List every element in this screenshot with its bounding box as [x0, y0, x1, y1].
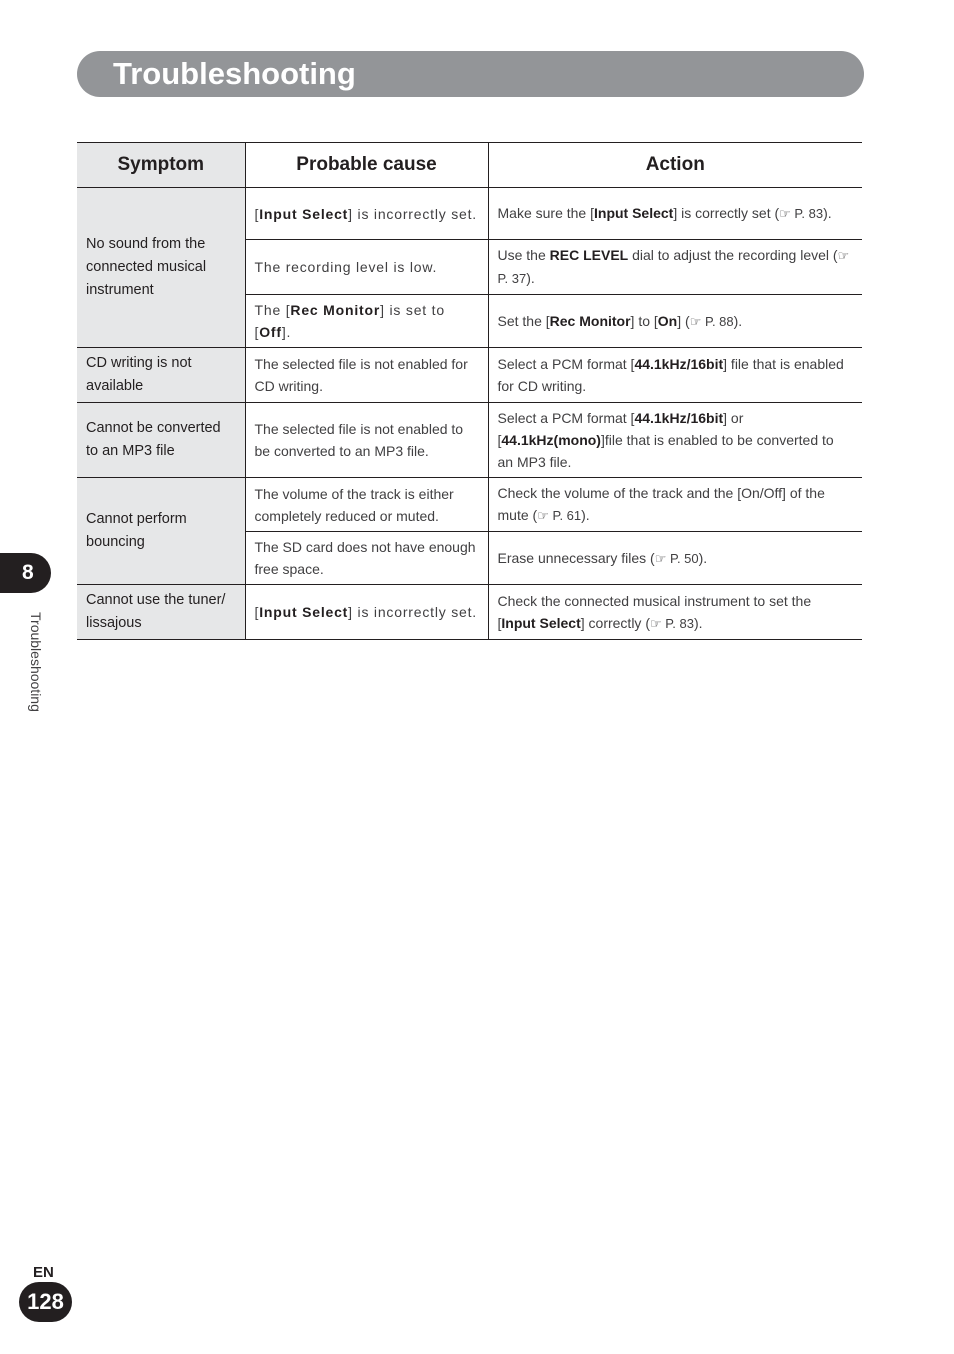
chapter-side-label: Troubleshooting — [28, 612, 44, 712]
cause-cell: The volume of the track is either completely reduced or muted. — [245, 478, 488, 532]
cause-cell: The selected file is not enabled for CD writing. — [245, 348, 488, 403]
table-header-row — [77, 143, 862, 188]
cause-cell: [Input Select] is incorrectly set. — [245, 188, 488, 240]
control-name: REC LEVEL — [549, 247, 629, 263]
action-cell: Select a PCM format [44.1kHz/16bit] or [44.1kHz(mono)]file that is enabled to be converted to an MP3 file. — [488, 403, 862, 478]
troubleshooting-table — [77, 142, 862, 640]
page-reference: ☞ P. 83 — [649, 615, 694, 631]
page-reference: ☞ P. 61 — [537, 508, 582, 523]
action-cell: Erase unnecessary files (☞ P. 50). — [488, 532, 862, 585]
action-cell: Set the [Rec Monitor] to [On] (☞ P. 88). — [488, 295, 862, 348]
table-row — [77, 348, 862, 403]
setting-name: Input Select — [501, 614, 581, 631]
action-cell: Select a PCM format [44.1kHz/16bit] file that is enabled for CD writing. — [488, 348, 862, 403]
format-name: 44.1kHz/16bit — [634, 356, 724, 372]
setting-name: Input Select — [259, 604, 349, 620]
symptom-cell: Cannot use the tuner/ lissajous — [77, 585, 245, 640]
symptom-cell: No sound from the connected musical instrument — [77, 188, 245, 348]
chapter-tab — [0, 553, 51, 593]
action-cell: Use the REC LEVEL dial to adjust the recording level (☞ P. 37). — [488, 240, 862, 295]
setting-value: Off — [259, 324, 282, 340]
page-reference: ☞ P. 88 — [689, 313, 734, 329]
header-symptom: Symptom — [77, 143, 245, 188]
chapter-number: 8 — [22, 561, 34, 584]
symptom-cell: Cannot be converted to an MP3 file — [77, 403, 245, 478]
table-row — [77, 188, 862, 240]
cause-cell: The [Rec Monitor] is set to [Off]. — [245, 295, 488, 348]
cause-cell: [Input Select] is incorrectly set. — [245, 585, 488, 640]
format-name: 44.1kHz/16bit — [634, 410, 724, 426]
title-banner — [77, 51, 864, 97]
header-cause: Probable cause — [245, 143, 488, 188]
action-cell: Make sure the [Input Select] is correctly set (☞ P. 83). — [488, 188, 862, 240]
page-number: 128 — [19, 1282, 72, 1322]
setting-name: Rec Monitor — [290, 302, 381, 318]
table-row — [77, 478, 862, 532]
page-reference: ☞ P. 50 — [654, 550, 699, 566]
setting-name: Input Select — [594, 205, 674, 221]
setting-name: Rec Monitor — [549, 312, 631, 329]
language-label: EN — [33, 1264, 54, 1281]
symptom-cell: Cannot perform bouncing — [77, 478, 245, 585]
setting-value: On — [657, 312, 678, 329]
setting-name: Input Select — [259, 205, 349, 222]
page-title: Troubleshooting — [113, 56, 356, 91]
action-cell: Check the connected musical instrument to set the [Input Select] correctly (☞ P. 83). — [488, 585, 862, 640]
cause-cell: The SD card does not have enough free space. — [245, 532, 488, 585]
cause-cell: The recording level is low. — [245, 240, 488, 295]
table-row — [77, 403, 862, 478]
symptom-cell: CD writing is not available — [77, 348, 245, 403]
page-reference: ☞ P. 37 — [497, 248, 850, 286]
table-row — [77, 585, 862, 640]
action-cell: Check the volume of the track and the [On/Off] of the mute (☞ P. 61). — [488, 478, 862, 532]
page-reference: ☞ P. 83 — [779, 206, 824, 221]
header-action: Action — [488, 143, 862, 188]
cause-cell: The selected file is not enabled to be converted to an MP3 file. — [245, 403, 488, 478]
format-name: 44.1kHz(mono) — [501, 432, 601, 448]
